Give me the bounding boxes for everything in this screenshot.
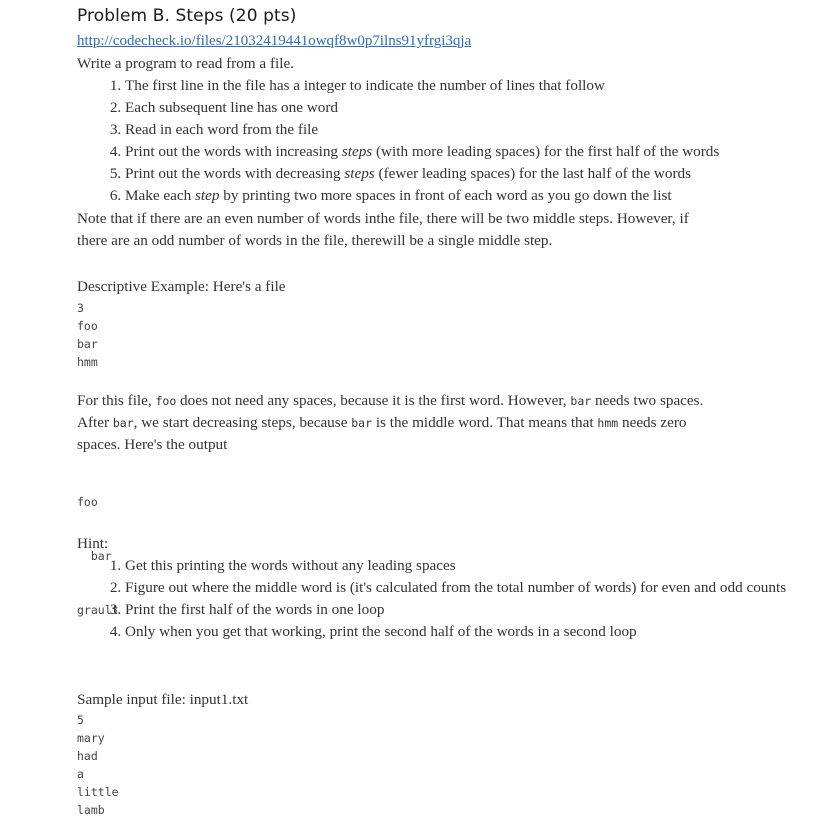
code-line: a: [77, 767, 84, 781]
problem-title: Problem B. Steps (20 pts): [77, 6, 297, 26]
sample-heading: Sample input file: input1.txt: [77, 691, 249, 708]
code-line: foo: [77, 319, 98, 333]
sample-input-block: [77, 711, 119, 819]
note-paragraph: Note that if there are an even number of words inthe file, there will be two middle steps. However, if there are an odd number of words in the file, therewill be a single middle step.: [77, 210, 689, 249]
list-item: 1. Get this printing the words without any leading spaces: [125, 555, 825, 577]
code-line: 3: [77, 301, 84, 315]
code-line: grault: [77, 603, 119, 617]
code-line: 5: [77, 713, 84, 727]
codecheck-link[interactable]: http://codecheck.io/files/21032419441owqf8w0p7ilns91yfrgi3qja: [77, 33, 472, 49]
code-line: bar: [77, 549, 112, 563]
hint-list: [77, 555, 825, 643]
example-file-block: [77, 299, 98, 371]
explanation-paragraph: For this file, foo does not need any spaces, because it is the first word. However, bar needs two spaces. After bar, we start decreasing steps, because bar is the middle word. That means that hmm needs zero spaces. Here's the output: [77, 392, 704, 453]
intro-text: Write a program to read from a file.: [77, 55, 294, 72]
list-item: 2. Each subsequent line has one word: [125, 97, 825, 119]
code-line: lamb: [77, 803, 105, 817]
hint-heading: Hint:: [77, 535, 109, 552]
code-line: hmm: [77, 355, 98, 369]
requirements-list: [77, 75, 825, 207]
code-line: had: [77, 749, 98, 763]
code-line: foo: [77, 495, 98, 509]
list-item: 6. Make each step by printing two more spaces in front of each word as you go down the list: [125, 185, 825, 207]
list-item: 3. Print the first half of the words in one loop: [125, 599, 825, 621]
list-item: 2. Figure out where the middle word is (it's calculated from the total number of words) for even and odd counts: [125, 577, 825, 599]
list-item: 4. Only when you get that working, print the second half of the words in a second loop: [125, 621, 825, 643]
list-item: 4. Print out the words with increasing steps (with more leading spaces) for the first half of the words: [125, 141, 825, 163]
code-line: little: [77, 785, 119, 799]
list-item: 1. The first line in the file has a integer to indicate the number of lines that follow: [125, 75, 825, 97]
list-item: 5. Print out the words with decreasing steps (fewer leading spaces) for the last half of the words: [125, 163, 825, 185]
example-heading: Descriptive Example: Here's a file: [77, 278, 286, 295]
code-line: mary: [77, 731, 105, 745]
list-item: 3. Read in each word from the file: [125, 119, 825, 141]
code-line: bar: [77, 337, 98, 351]
